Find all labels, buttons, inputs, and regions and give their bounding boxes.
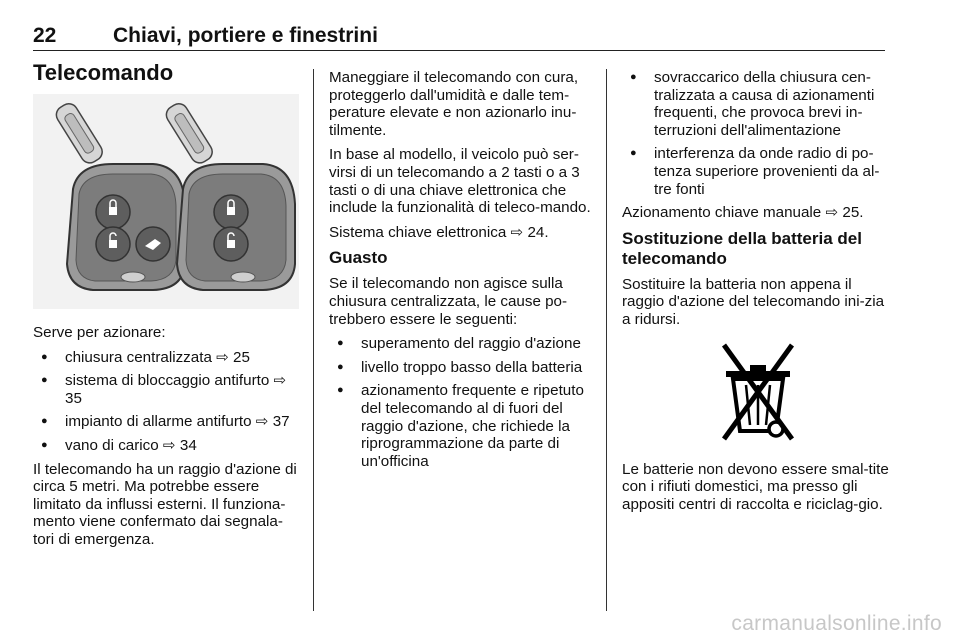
list-item: ● superamento del raggio d'azione — [329, 335, 594, 353]
care-paragraph: Maneggiare il telecomando con cura, proteggerlo dall'umidità e dalle tem-perature elevate e non azionarlo inu-tilmente. — [329, 69, 579, 139]
column-2 — [329, 69, 594, 476]
list-item: ● impianto di allarme antifurto ⇨ 37 — [33, 413, 299, 431]
list-item: ● sovraccarico della chiusura cen-tralizzata a causa di azionamenti frequenti, che provoca brevi in-terruzioni dell'alimentazione — [622, 69, 889, 139]
intro-text: Serve per azionare: — [33, 324, 166, 341]
manual-key-reference: Azionamento chiave manuale ⇨ 25. — [622, 204, 864, 222]
column-3 — [622, 69, 889, 520]
list-item: ● livello troppo basso della batteria — [329, 359, 594, 377]
battery-paragraph: Sostituire la batteria non appena il raggio d'azione del telecomando ini-zia a ridursi. — [622, 275, 885, 328]
watermark: carmanualsonline.info — [731, 612, 942, 635]
fault-list — [329, 335, 594, 470]
section-heading-battery: Sostituzione della batteria del telecomando — [622, 228, 862, 268]
section-heading-guasto: Guasto — [329, 248, 388, 268]
crossed-out-bin-icon — [720, 341, 796, 443]
chapter-title: Chiavi, portiere e finestrini — [113, 24, 378, 47]
list-item: ● chiusura centralizzata ⇨ 25 — [33, 349, 299, 367]
fault-list-continued — [622, 69, 889, 198]
column-1 — [33, 60, 299, 556]
function-list — [33, 349, 299, 455]
disposal-paragraph: Le batterie non devono essere smal-tite con i rifiuti domestici, ma presso gli appositi centri di raccolta e riciclag-gio. — [622, 460, 889, 513]
column-divider — [313, 69, 314, 611]
remote-keys-illustration-icon — [33, 94, 299, 309]
list-item: ● sistema di bloccaggio antifurto ⇨ 35 — [33, 372, 299, 407]
list-item: ● azionamento frequente e ripetuto del telecomando al di fuori del raggio d'azione, che richiede la riprogrammazione da parte di un'officina — [329, 382, 594, 470]
list-item: ● interferenza da onde radio di po-tenza superiore provenienti da al-tre fonti — [622, 145, 889, 198]
page-number: 22 — [33, 24, 57, 47]
list-item: ● vano di carico ⇨ 34 — [33, 437, 299, 455]
page-header — [33, 20, 885, 51]
range-paragraph: Il telecomando ha un raggio d'azione di circa 5 metri. Ma potrebbe essere limitato da influssi esterni. Il funziona-mento viene confermato dai segnala-tori di emergenza. — [33, 460, 297, 548]
model-paragraph: In base al modello, il veicolo può ser-virsi di un telecomando a 2 tasti o a 3 tasti o di una chiave elettronica che include la funzionalità di teleco-mando. — [329, 146, 591, 217]
electronic-key-reference: Sistema chiave elettronica ⇨ 24. — [329, 223, 549, 241]
column-divider — [606, 69, 607, 611]
section-heading-telecomando: Telecomando — [33, 60, 174, 85]
fault-paragraph: Se il telecomando non agisce sulla chiusura centralizzata, le cause po-trebbero essere le seguenti: — [329, 275, 568, 328]
